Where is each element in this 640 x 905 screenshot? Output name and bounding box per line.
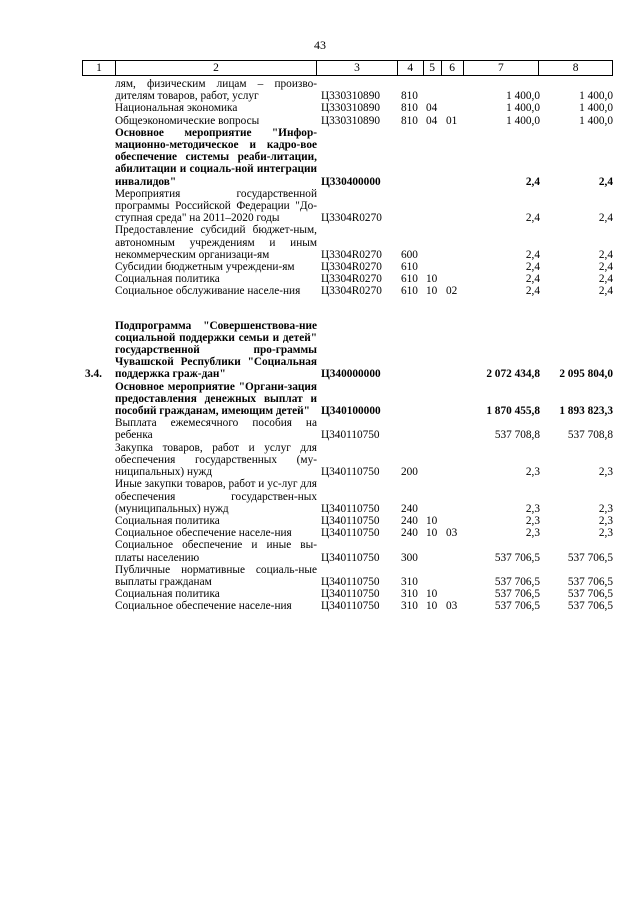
row-code: Ц340110750 <box>321 551 380 564</box>
header-col-2: 2 <box>116 61 317 75</box>
row-expense-type: 810 <box>401 102 418 115</box>
row-expense-type: 810 <box>401 90 418 103</box>
row-name: Социальная политика <box>115 514 220 527</box>
table-row <box>82 539 613 563</box>
row-name: Выплата ежемесячного пособия на ребенка <box>115 417 317 442</box>
row-amount-col7: 2,4 <box>525 248 540 261</box>
row-amount-col8: 537 706,5 <box>567 551 613 564</box>
row-name: Предоставление субсидий бюджет-ным, автономным учреждениям и иным некоммерческим организаци-ям <box>115 224 317 261</box>
row-expense-type: 310 <box>401 575 418 588</box>
row-expense-type: 610 <box>401 261 418 274</box>
row-amount-col8: 1 893 823,3 <box>559 405 613 418</box>
row-code: Ц340110750 <box>321 429 380 442</box>
row-expense-type: 310 <box>401 600 418 613</box>
page-number: 43 <box>314 38 326 52</box>
row-name: Социальное обеспечение населе-ния <box>115 527 292 540</box>
header-col-3: 3 <box>317 61 398 75</box>
table-row <box>82 564 613 588</box>
row-section: 10 <box>426 588 438 601</box>
table-row <box>82 442 613 479</box>
row-amount-col7: 2 072 434,8 <box>486 368 540 381</box>
header-col-6: 6 <box>442 61 464 75</box>
table-row <box>82 127 613 188</box>
row-subsection: 03 <box>446 600 458 613</box>
row-subsection: 03 <box>446 527 458 540</box>
row-amount-col7: 2,3 <box>525 502 540 515</box>
header-col-4: 4 <box>398 61 424 75</box>
row-expense-type: 240 <box>401 502 418 515</box>
row-name: Закупка товаров, работ и услуг для обеспечения государственных (му-ниципальных) нужд <box>115 441 317 479</box>
row-amount-col8: 2,4 <box>598 261 613 274</box>
row-amount-col8: 2,4 <box>598 212 613 225</box>
row-expense-type: 600 <box>401 248 418 261</box>
row-amount-col8: 537 706,5 <box>567 600 613 613</box>
row-name: Социальное обеспечение и иные вы-платы населению <box>115 539 317 564</box>
row-code: Ц3304R0270 <box>321 248 382 261</box>
row-name: Мероприятия государственной программы Российской Федерации "До-ступная среда" на 2011–2020 годы <box>115 187 317 225</box>
row-name: лям, физическим лицам – произво-дителям товаров, работ, услуг <box>115 78 317 103</box>
row-amount-col7: 2,3 <box>525 466 540 479</box>
row-amount-col8: 537 706,5 <box>567 575 613 588</box>
row-code: Ц340110750 <box>321 514 380 527</box>
row-code: Ц330310890 <box>321 114 380 127</box>
row-amount-col7: 2,4 <box>525 273 540 286</box>
table-row <box>82 527 613 539</box>
row-name: Публичные нормативные социаль-ные выплаты гражданам <box>115 563 317 588</box>
row-amount-col8: 2,4 <box>598 175 613 188</box>
row-name: Национальная экономика <box>115 102 238 115</box>
row-code: Ц340100000 <box>321 405 381 418</box>
row-amount-col8: 537 708,8 <box>567 429 613 442</box>
header-col-1: 1 <box>83 61 116 75</box>
table-row <box>82 115 613 127</box>
row-amount-col8: 2,3 <box>598 466 613 479</box>
table-row <box>82 224 613 261</box>
row-amount-col8: 2,4 <box>598 248 613 261</box>
row-code: Ц340110750 <box>321 466 380 479</box>
row-amount-col7: 537 708,8 <box>494 429 540 442</box>
row-section: 10 <box>426 527 438 540</box>
row-amount-col7: 1 400,0 <box>506 90 540 103</box>
row-subsection: 02 <box>446 285 458 298</box>
row-amount-col8: 2,3 <box>598 514 613 527</box>
header-col-8: 8 <box>572 62 579 74</box>
row-amount-col7: 537 706,5 <box>494 588 540 601</box>
row-amount-col8: 1 400,0 <box>579 90 613 103</box>
row-code: Ц3304R0270 <box>321 261 382 274</box>
row-amount-col8: 1 400,0 <box>579 102 613 115</box>
row-code: Ц340110750 <box>321 502 380 515</box>
row-section: 10 <box>426 285 438 298</box>
row-amount-col7: 2,3 <box>525 527 540 540</box>
row-code: Ц340110750 <box>321 575 380 588</box>
table-row <box>82 478 613 515</box>
row-name: Социальная политика <box>115 273 220 286</box>
row-section: 10 <box>426 273 438 286</box>
table-row <box>82 78 613 102</box>
row-code: Ц3304R0270 <box>321 212 382 225</box>
row-name: Иные закупки товаров, работ и ус-луг для обеспечения государствен-ных (муниципальных) нужд <box>115 478 317 515</box>
row-code: Ц3304R0270 <box>321 285 382 298</box>
table-row <box>82 600 613 612</box>
row-expense-type: 310 <box>401 588 418 601</box>
row-section: 04 <box>426 114 438 127</box>
row-amount-col7: 2,3 <box>525 514 540 527</box>
row-expense-type: 810 <box>401 114 418 127</box>
row-subsection: 01 <box>446 114 458 127</box>
row-amount-col7: 1 870 455,8 <box>486 405 540 418</box>
row-code: Ц3304R0270 <box>321 273 382 286</box>
row-code: Ц340110750 <box>321 527 380 540</box>
row-name: Основное мероприятие "Инфор-мационно-методическое и кадро-вое обеспечение системы реаби-литации, абилитации и социаль-ной интеграции инвалидов" <box>115 126 317 188</box>
row-name: Социальная политика <box>115 588 220 601</box>
row-amount-col7: 1 400,0 <box>506 114 540 127</box>
table-row <box>82 285 613 297</box>
row-amount-col7: 2,4 <box>525 261 540 274</box>
table-row <box>82 320 613 381</box>
row-name: Основное мероприятие "Органи-зация предоставления денежных выплат и пособий гражданам, имеющим детей" <box>115 380 317 418</box>
row-expense-type: 610 <box>401 273 418 286</box>
header-col-5: 5 <box>424 61 442 75</box>
row-amount-col8: 2,4 <box>598 273 613 286</box>
row-amount-col7: 537 706,5 <box>494 575 540 588</box>
row-expense-type: 300 <box>401 551 418 564</box>
row-amount-col8: 2,4 <box>598 285 613 298</box>
row-name: Социальное обслуживание населе-ния <box>115 285 301 298</box>
row-expense-type: 610 <box>401 285 418 298</box>
table-row <box>82 102 613 114</box>
table-row <box>82 381 613 418</box>
row-section: 10 <box>426 600 438 613</box>
row-code: Ц330310890 <box>321 102 380 115</box>
row-name: Социальное обеспечение населе-ния <box>115 600 292 613</box>
row-amount-col8: 537 706,5 <box>567 588 613 601</box>
row-amount-col8: 1 400,0 <box>579 114 613 127</box>
row-section: 10 <box>426 514 438 527</box>
row-number: 3.4. <box>85 368 102 381</box>
header-col-7: 7 <box>464 61 540 75</box>
row-expense-type: 240 <box>401 527 418 540</box>
row-amount-col7: 2,4 <box>525 212 540 225</box>
table-row <box>82 515 613 527</box>
row-expense-type: 200 <box>401 466 418 479</box>
table-row <box>82 588 613 600</box>
row-code: Ц340000000 <box>321 368 381 381</box>
row-name: Субсидии бюджетным учреждени-ям <box>115 261 295 274</box>
table-row <box>82 188 613 225</box>
row-amount-col7: 2,4 <box>525 285 540 298</box>
row-amount-col7: 1 400,0 <box>506 102 540 115</box>
row-expense-type: 240 <box>401 514 418 527</box>
table-row <box>82 261 613 273</box>
table-row <box>82 417 613 441</box>
table-row <box>82 273 613 285</box>
row-amount-col7: 537 706,5 <box>494 600 540 613</box>
row-code: Ц340110750 <box>321 600 380 613</box>
row-name: Общеэкономические вопросы <box>115 114 260 127</box>
table-body <box>82 78 613 613</box>
row-code: Ц330310890 <box>321 90 380 103</box>
row-amount-col8: 2 095 804,0 <box>559 368 613 381</box>
row-amount-col7: 2,4 <box>525 175 540 188</box>
row-amount-col8: 2,3 <box>598 502 613 515</box>
row-amount-col8: 2,3 <box>598 527 613 540</box>
table-header <box>82 60 613 76</box>
row-code: Ц330400000 <box>321 175 381 188</box>
row-section: 04 <box>426 102 438 115</box>
row-name: Подпрограмма "Совершенствова-ние социальной поддержки семьи и детей" государственной про-граммы Чувашской Республики "Социальная поддержка граж-дан" <box>115 319 317 381</box>
row-amount-col7: 537 706,5 <box>494 551 540 564</box>
row-code: Ц340110750 <box>321 588 380 601</box>
